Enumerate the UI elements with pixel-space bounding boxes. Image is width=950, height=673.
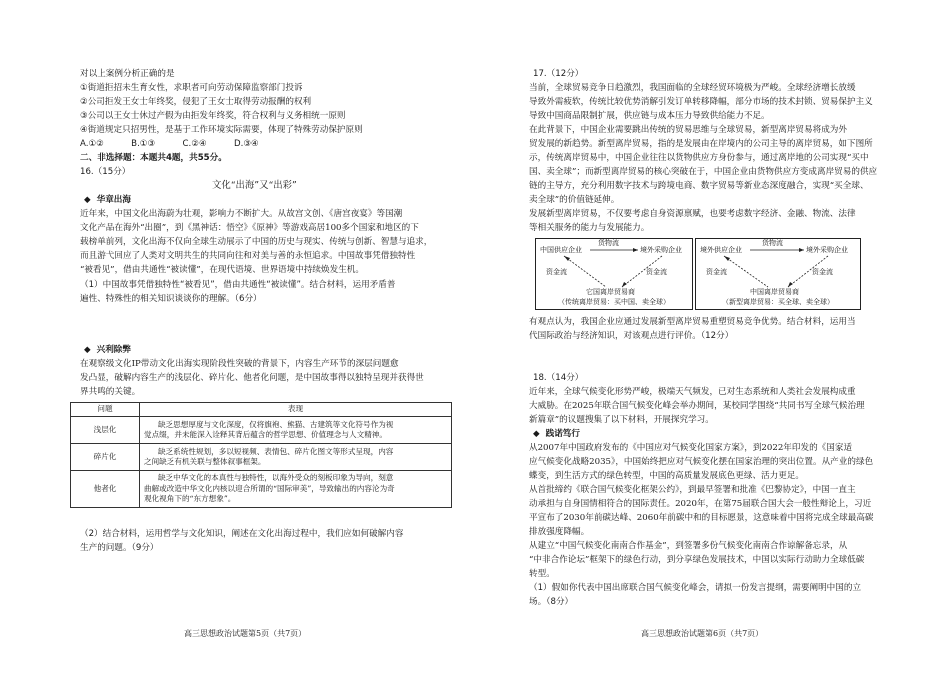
paragraph-line: 近年来，中国文化出海蔚为壮观，影响力不断扩大。从故宫文创、《唐宫夜宴》等国潮 — [80, 209, 403, 219]
table-header: 表现 — [140, 403, 452, 417]
option-line-2: ②公司拒发王女士年终奖，侵犯了王女士取得劳动报酬的权利 — [80, 97, 312, 107]
trade-diagram-traditional — [535, 238, 693, 310]
paragraph-line: 从建立“中国气候变化南南合作基金”，到签署多份气候变化南南合作谅解备忘录，从 — [529, 541, 848, 551]
diagram-caption: （传统离岸贸易：买中国、卖全球） — [558, 298, 670, 306]
paragraph-line: 贸发展的新趋势。新型离岸贸易，指的是发展由在岸境内的公司主导的离岸贸易，如下图所 — [529, 139, 873, 149]
trade-diagram-new — [695, 238, 861, 310]
table-cell-value — [140, 471, 452, 508]
paragraph-line: 排放强度降幅。 — [529, 527, 590, 537]
paragraph-line: 导致外需疲软，传统比较优势消解引发订单转移降幅，部分市场的技术封锁、贸易保护主义 — [529, 97, 873, 107]
table-cell-key: 浅层化 — [71, 417, 140, 444]
subheading-1: ◆ 华章出海 — [84, 195, 131, 205]
question-17-prompt: 有观点认为，我国企业应通过发展新型离岸贸易重塑贸易竞争优势。结合材料，运用当 — [529, 317, 856, 327]
right-page — [475, 0, 950, 673]
page-footer: 高三思想政治试题第6页（共7页） — [641, 629, 764, 638]
cell-line: 之间缺乏有机关联与整体叙事框架。 — [144, 457, 266, 466]
diagram-node-buyer: 境外采购企业 — [640, 246, 682, 254]
table-row — [71, 417, 452, 444]
option-line-1: ①街道拒招未生育女性，求职者可向劳动保障监察部门投诉 — [80, 83, 303, 93]
paragraph-line: 示，传统离岸贸易中，中国企业往往以货物供应方身份参与，通过离岸地的公司实现“买中 — [529, 153, 869, 163]
paragraph-line: 导致中国商品限制扩展，供应链与成本压力导致供给能力不足。 — [529, 111, 770, 121]
table-header: 问题 — [71, 403, 140, 417]
diamond-bullet-icon: ◆ — [84, 345, 91, 355]
subheading-3: ◆ 践诺笃行 — [533, 429, 580, 439]
diagram-label-goods: 货物流 — [762, 239, 783, 247]
paragraph-line: “被看见”，借由共通性“被读懂”，在现代语境、世界语境中持续焕发生机。 — [80, 265, 364, 275]
sub-question-18-1: （1）假如你代表中国出席联合国气候变化峰会，请拟一份发言提纲，需要阐明中国的立 — [529, 583, 862, 593]
diagram-node-center: 中国离岸贸易商 — [750, 288, 799, 296]
paragraph-line: 应气候变化战略2035》，中国始终把应对气候变化摆在国家治理的突出位置。从产业的绿色 — [529, 457, 874, 467]
question-number-17: 17.（12分） — [533, 69, 584, 79]
option-line-3: ③公司以王女士休过产假为由拒发年终奖，符合权利与义务相统一原则 — [80, 111, 346, 121]
question-number-18: 18.（14分） — [533, 373, 584, 383]
paragraph-line: 动承担与自身国情相符合的国际责任。2020年，在第75届联合国大会一般性辩论上，习近 — [529, 499, 872, 509]
question-stem: 对以上案例分析正确的是 — [80, 69, 175, 79]
paragraph-line: 界共鸣的关键。 — [80, 387, 141, 397]
cell-line: 缺乏思想厚度与文化深度，仅将旗袍、熊猫、古建筑等文化符号作为视 — [158, 419, 394, 429]
material-title: 文化“出海”又“出彩” — [212, 180, 297, 191]
diagram-node-supplier: 中国供应企业 — [540, 246, 582, 254]
paragraph-line: 载榜单前列，文化出海不仅向全球生动展示了中国的历史与现实、传统与创新、智慧与追求， — [80, 237, 433, 247]
diagram-label-fund: 资金流 — [646, 268, 667, 276]
paragraph-line: 在观察级文化IP带动文化出海实现阶段性突破的背景下，内容生产环节的深层问题愈 — [80, 359, 399, 369]
paragraph-line: 卖全球”的价值链延伸。 — [529, 195, 620, 205]
table-cell-key: 碎片化 — [71, 444, 140, 471]
diamond-bullet-icon: ◆ — [84, 195, 91, 205]
paragraph-line: 文化产品在海外“出圈”，到《黑神话：悟空》《原神》等游戏高居100多个国家和地区的下 — [80, 223, 419, 233]
paragraph-line: 当前，全球贸易竞争日趋激烈，我国面临的全球经贸环境极为严峻。全球经济增长放缓 — [529, 83, 856, 93]
page-footer: 高三思想政治试题第5页（共7页） — [184, 629, 307, 638]
option-line-4: ④街道规定只招男性，是基于工作环境实际需要，体现了特殊劳动保护原则 — [80, 125, 363, 135]
paragraph-line: 发展新型离岸贸易，不仅要考虑自身资源禀赋，也要考虑数字经济、金融、物流、法律 — [529, 209, 856, 219]
question-17-prompt-cont: 代国际政治与经济知识，对该观点进行评价。（12分） — [529, 331, 734, 341]
sub-question-2-cont: 生产的问题。（9分） — [80, 543, 159, 553]
sub-question-18-1-cont: 场。（8分） — [529, 597, 574, 607]
table-cell-key: 他者化 — [71, 471, 140, 508]
paragraph-line: 从2007年中国政府发布的《中国应对气候变化国家方案》，到2022年印发的《国家适 — [529, 443, 853, 453]
paragraph-line: “中非合作论坛”框架下的绿色行动，到分享绿色发展技术，中国以实际行动助力全球低碳 — [529, 555, 865, 565]
diagram-label-goods: 货物流 — [598, 239, 619, 247]
section-heading: 二、非选择题：本题共4题，共55分。 — [80, 153, 227, 163]
paragraph-line: 平宣布了2030年前碳达峰、2060年前碳中和的目标愿景，这意味着中国将完成全球最高碳 — [529, 513, 874, 523]
paragraph-line: 从首批缔约《联合国气候变化框架公约》，到最早签署和批准《巴黎协定》，中国一直主 — [529, 485, 856, 495]
table-header-row — [71, 403, 452, 417]
sub-question-2: （2）结合材料，运用哲学与文化知识，阐述在文化出海过程中，我们应如何破解内容 — [80, 529, 404, 539]
answer-options: A.①② B.①③ C.②④ D.③④ — [80, 139, 259, 149]
cell-line: 曲解或改造中华文化内核以迎合所谓的“国际审美”，导致输出的内容沦为奇 — [144, 483, 395, 493]
table-row — [71, 444, 452, 471]
table-cell-value — [140, 417, 452, 444]
subheading-2: ◆ 兴利除弊 — [84, 345, 131, 355]
question-number-16: 16.（15分） — [80, 167, 131, 177]
diagram-label-fund: 资金流 — [706, 268, 727, 276]
paragraph-line: 在此背景下，中国企业需要跳出传统的贸易思维与全球贸易，新型离岸贸易将成为外 — [529, 125, 847, 135]
paragraph-line: 新篇章”的议题搜集了以下材料，开展探究学习。 — [529, 415, 714, 425]
diagram-node-buyer: 境外采购企业 — [806, 246, 848, 254]
sub-question-1-cont: 遍性、特殊性的相关知识谈谈你的理解。（6分） — [80, 294, 262, 304]
paragraph-line: 蝶变，到生活方式的绿色转型，中国的高质量发展底色更绿、活力更足。 — [529, 471, 805, 481]
paragraph-line: 近年来，全球气候变化形势严峻，极端天气频发，已对生态系统和人类社会发展构成重 — [529, 387, 856, 397]
diagram-caption: （新型离岸贸易：买全球、卖全球） — [722, 298, 834, 306]
cell-line: 缺乏系统性规划，多以短视频、表情包、碎片化图文等形式呈现，内容 — [158, 446, 394, 456]
diamond-bullet-icon: ◆ — [533, 429, 540, 439]
paragraph-line: 国、卖全球”；而新型离岸贸易的核心突破在于，中国企业由货物供应方变成离岸贸易的供应 — [529, 167, 878, 177]
table-cell-value — [140, 444, 452, 471]
cell-line: 觉点缀，并未能深入诠释其背后蕴含的哲学思想、价值理念与人文精神。 — [144, 430, 387, 439]
paragraph-line: 而且游弋回应了人类对文明共生的共同向往和对美与善的永恒追求。中国故事凭借独特性 — [80, 251, 416, 261]
problem-table — [70, 402, 452, 508]
diagram-label-fund: 资金流 — [812, 268, 833, 276]
paragraph-line: 发凸显，破解内容生产的浅层化、碎片化、他者化问题，是中国故事得以独特呈现并获得世 — [80, 373, 424, 383]
paragraph-line: 等相关服务的能力与发展能力。 — [529, 223, 650, 233]
sub-question-1: （1）中国故事凭借独特性“被看见”，借由共通性“被读懂”。结合材料，运用矛盾普 — [80, 280, 396, 290]
diagram-label-fund: 资金流 — [546, 268, 567, 276]
cell-line: 观化视角下的“东方想象”。 — [144, 494, 236, 504]
paragraph-line: 转型。 — [529, 569, 555, 579]
diagram-node-supplier: 境外供应企业 — [700, 246, 742, 254]
paragraph-line: 大威胁。在2025年联合国气候变化峰会举办期间，某校同学围绕“共同书写全球气候治理 — [529, 401, 865, 411]
paragraph-line: 链的主导方，充分利用数字技术与跨境电商、数字贸易等新业态深度融合，实现“买全球、 — [529, 181, 869, 191]
diagram-node-center: 它国离岸贸易商 — [586, 288, 635, 296]
cell-line: 缺乏中华文化的本真性与独特性，以海外受众的刻板印象为导向，刻意 — [158, 473, 394, 483]
table-row — [71, 471, 452, 508]
